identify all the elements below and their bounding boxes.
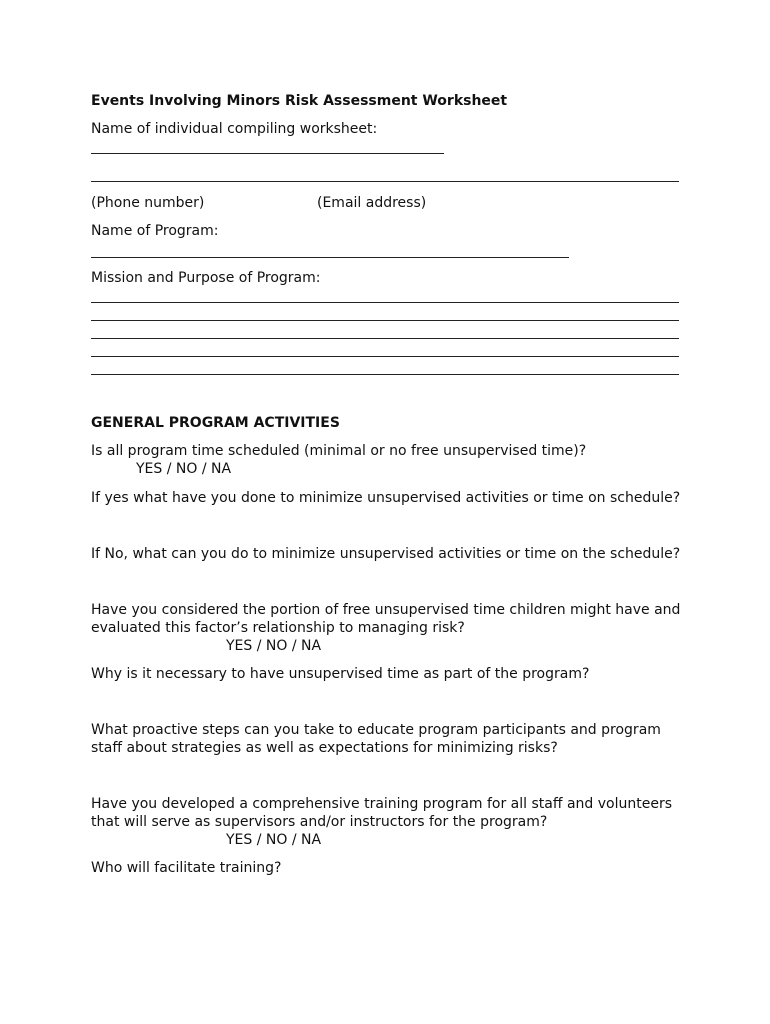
question-5: Why is it necessary to have unsupervised time as part of the program? [91,666,590,682]
yes-no-na-answer[interactable]: YES / NO / NA [136,461,232,477]
yes-no-na-answer[interactable]: YES / NO / NA [226,832,322,848]
question-4-continued: evaluated this factor’s relationship to managing risk? [91,620,465,636]
yes-no-na-answer[interactable]: YES / NO / NA [226,638,322,654]
question-6-continued: staff about strategies as well as expectations for minimizing risks? [91,740,558,756]
question-3: If No, what can you do to minimize unsupervised activities or time on the schedule? [91,546,681,562]
compiler-name-line[interactable] [91,153,444,154]
question-7: Have you developed a comprehensive training program for all staff and volunteers [91,796,672,812]
section-heading: GENERAL PROGRAM ACTIVITIES [91,415,340,431]
program-name-label: Name of Program: [91,223,219,239]
worksheet-title: Events Involving Minors Risk Assessment Worksheet [91,93,508,109]
program-name-line[interactable] [91,257,569,258]
question-4: Have you considered the portion of free unsupervised time children might have and [91,602,681,618]
mission-label: Mission and Purpose of Program: [91,270,321,286]
question-1: Is all program time scheduled (minimal or no free unsupervised time)? [91,443,587,459]
phone-label: (Phone number) [91,195,205,211]
email-label: (Email address) [317,195,427,211]
question-2: If yes what have you done to minimize unsupervised activities or time on schedule? [91,490,681,506]
question-8: Who will facilitate training? [91,860,282,876]
mission-line[interactable] [91,302,679,303]
mission-line[interactable] [91,374,679,375]
mission-line[interactable] [91,356,679,357]
mission-line[interactable] [91,320,679,321]
compiler-label: Name of individual compiling worksheet: [91,121,378,137]
question-6: What proactive steps can you take to educate program participants and program [91,722,661,738]
contact-line[interactable] [91,181,679,182]
question-7-continued: that will serve as supervisors and/or instructors for the program? [91,814,548,830]
mission-line[interactable] [91,338,679,339]
